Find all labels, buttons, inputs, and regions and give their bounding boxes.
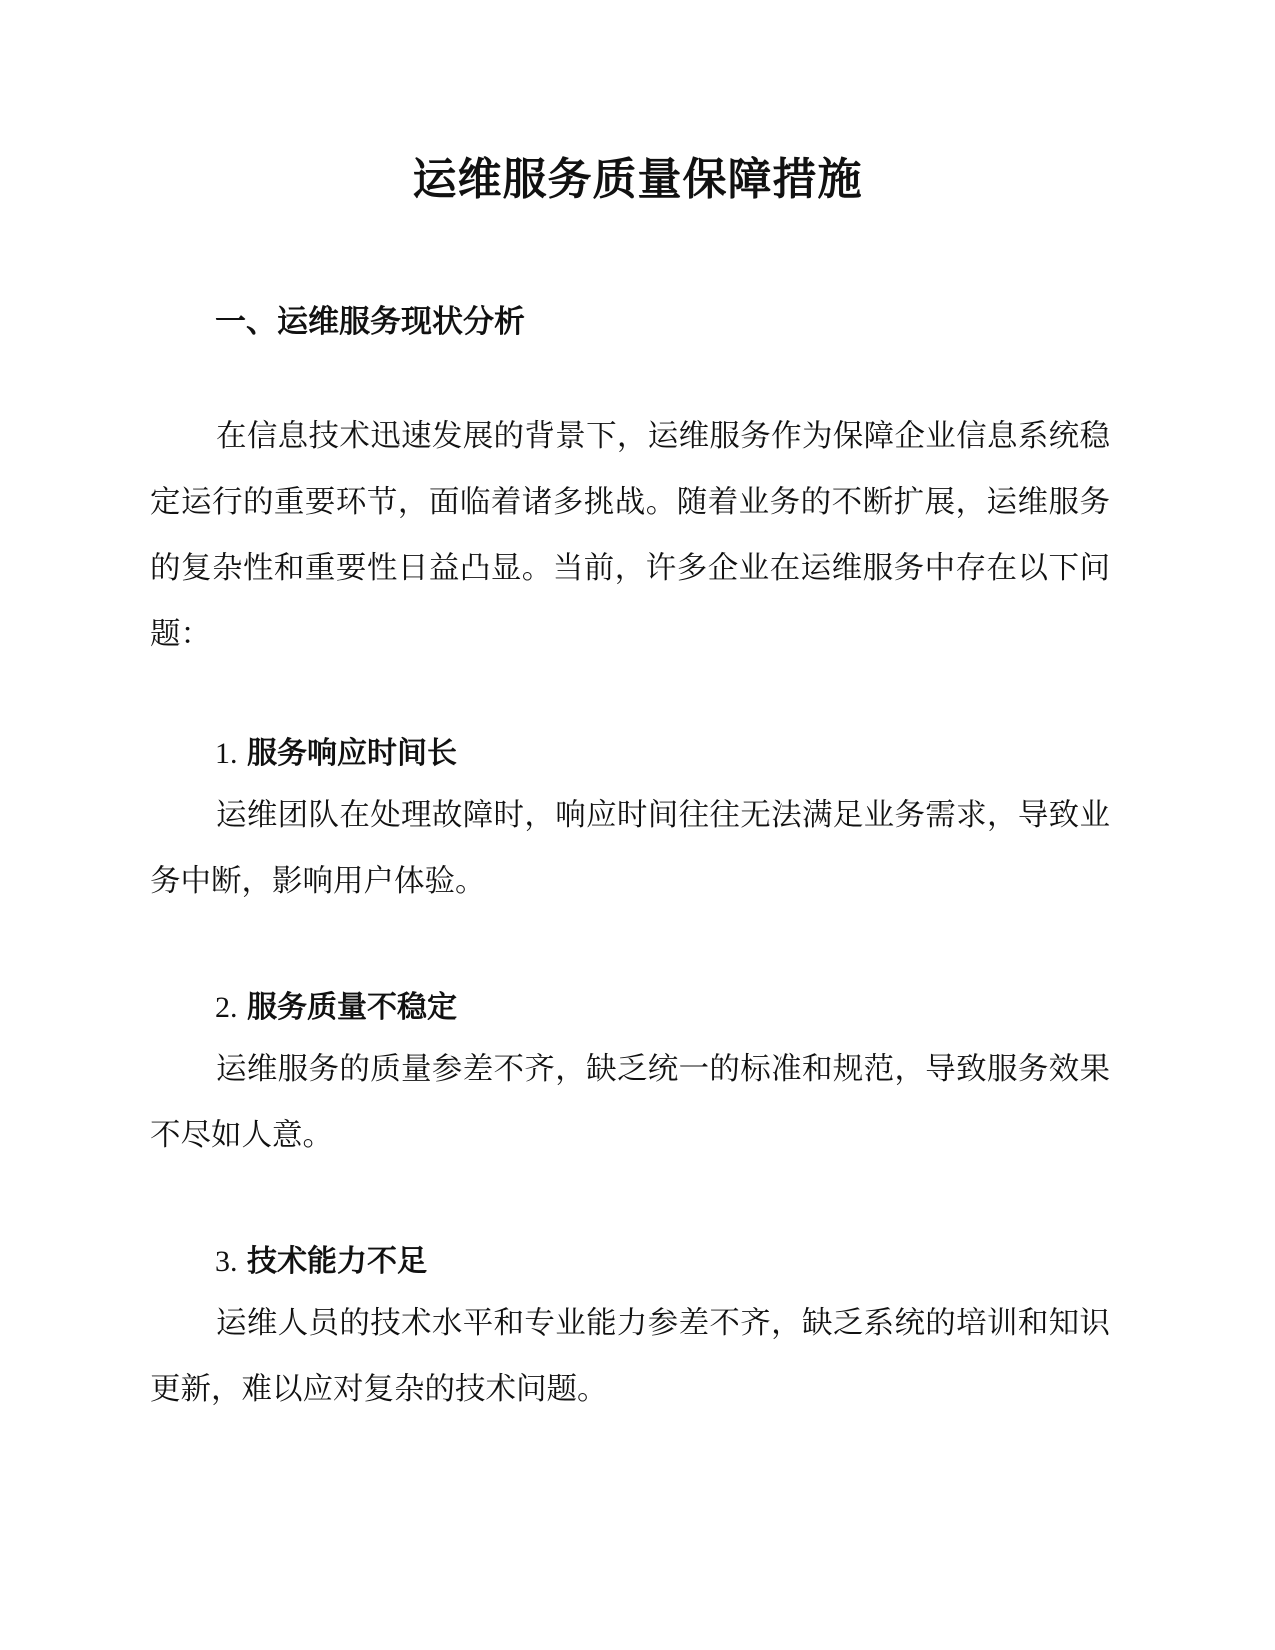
item-number: 2. [215,991,238,1024]
item-title: 技术能力不足 [247,1244,428,1279]
item-heading-2 [215,983,457,1033]
item-number: 1. [215,737,238,770]
intro-paragraph: 在信息技术迅速发展的背景下，运维服务作为保障企业信息系统稳定运行的重要环节，面临着诸多挑战。随着业务的不断扩展，运维服务的复杂性和重要性日益凸显。当前，许多企业在运维服务中存在以下问题： [150,419,1110,652]
item-body-1: 运维团队在处理故障时，响应时间往往无法满足业务需求，导致业务中断，影响用户体验。 [150,798,1110,899]
item-title: 服务质量不稳定 [247,990,458,1025]
section-heading: 一、运维服务现状分析 [215,304,525,340]
document-title: 运维服务质量保障措施 [412,154,863,205]
item-body-3: 运维人员的技术水平和专业能力参差不齐，缺乏系统的培训和知识更新，难以应对复杂的技术问题。 [150,1306,1110,1407]
item-title: 服务响应时间长 [247,736,458,771]
item-heading-1 [215,729,457,779]
item-heading-3 [215,1237,427,1287]
item-body-2: 运维服务的质量参差不齐，缺乏统一的标准和规范，导致服务效果不尽如人意。 [150,1052,1110,1153]
item-number: 3. [215,1245,238,1278]
